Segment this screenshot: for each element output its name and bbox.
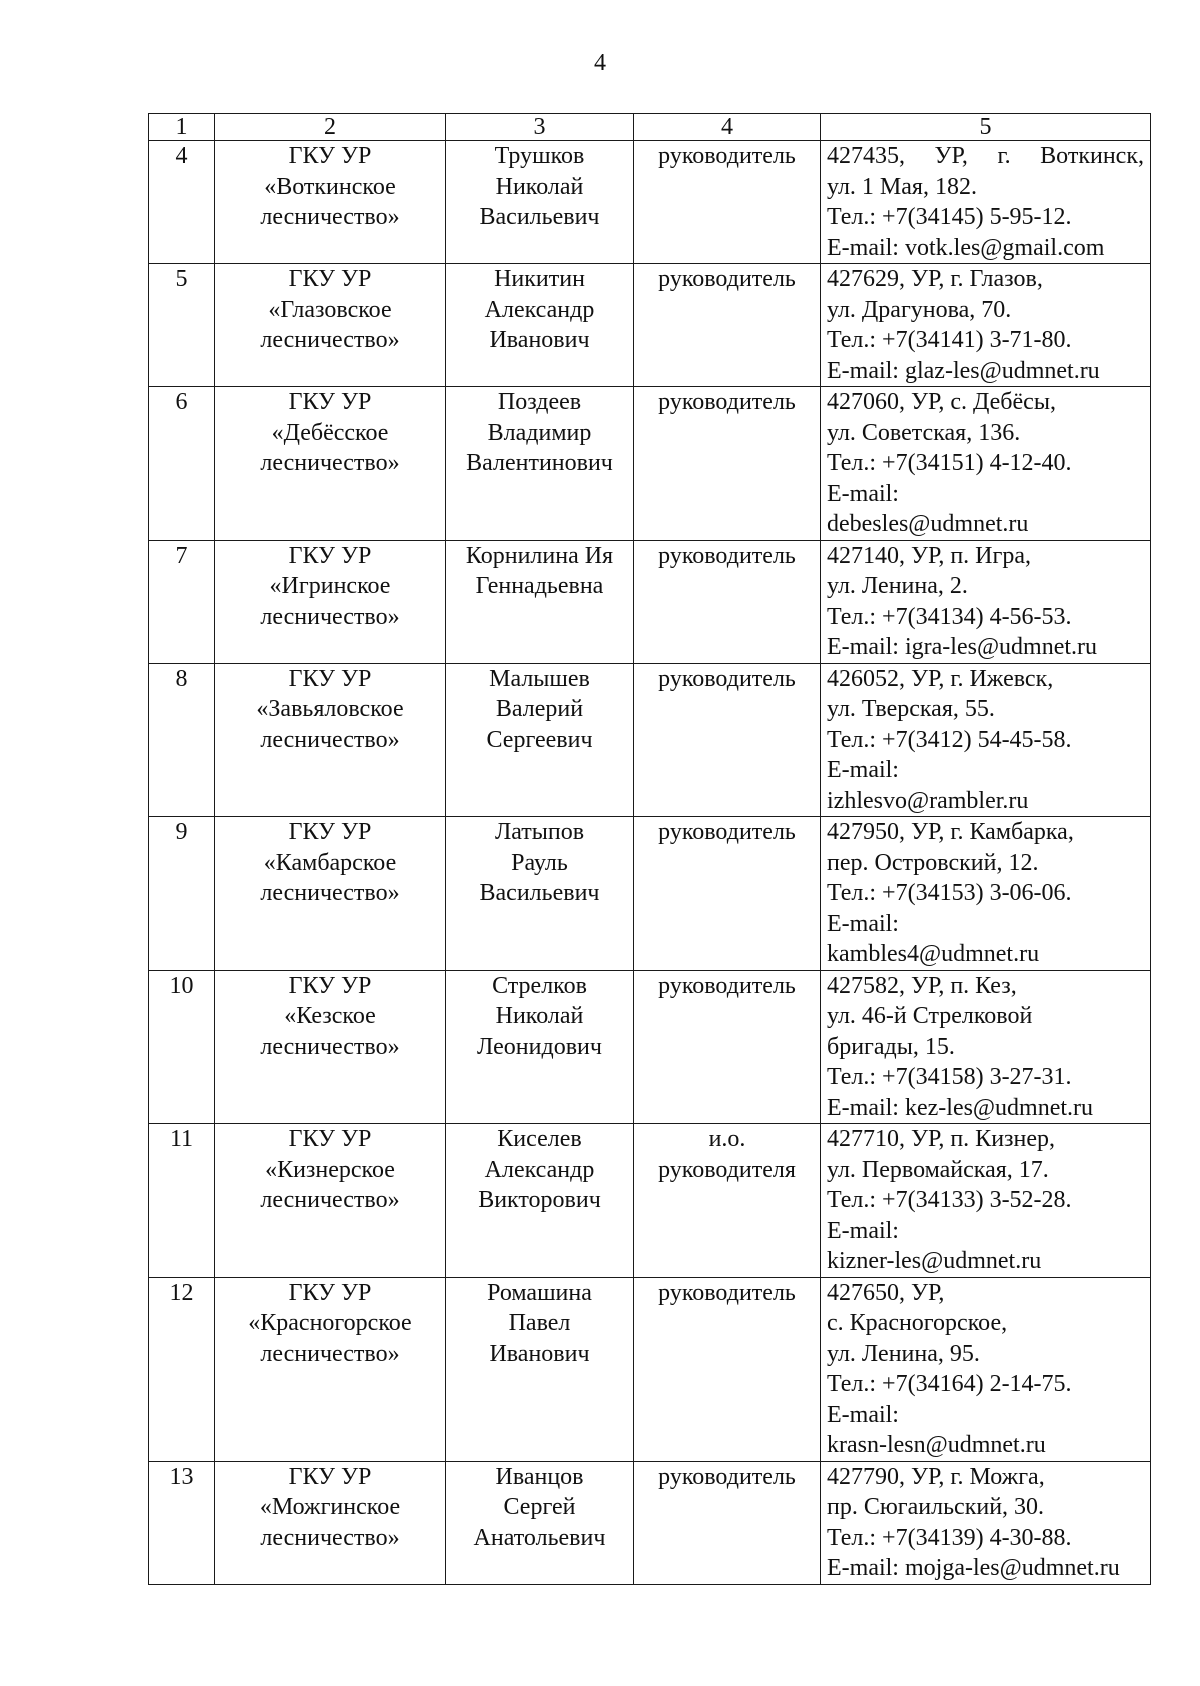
position-cell <box>634 1277 821 1461</box>
person-line: Сергеевич <box>486 726 593 753</box>
position-cell <box>634 540 821 663</box>
email-label: E-mail: <box>827 1217 899 1244</box>
address-cell <box>821 1277 1151 1461</box>
column-header: 1 <box>149 114 215 141</box>
organization-line: лесничество» <box>260 880 400 906</box>
person-line: Валерий <box>495 696 584 722</box>
address-line: 427710, УР, п. Кизнер, <box>827 1126 1056 1152</box>
position-line: и.о. <box>708 1126 746 1152</box>
address-line: 427582, УР, п. Кез, <box>827 972 1017 999</box>
person-cell <box>446 540 634 663</box>
position-line: руководитель <box>658 542 796 569</box>
position-cell <box>634 970 821 1124</box>
person-line: Никитин <box>494 266 585 292</box>
address-line: ул. Первомайская, 17. <box>827 1156 1049 1183</box>
person-line: Поздеев <box>497 389 582 415</box>
address-line: с. Красногорское, <box>827 1310 1008 1336</box>
organization-line: ГКУ УР <box>288 143 372 169</box>
person-line: Васильевич <box>479 880 600 906</box>
organization-line: ГКУ УР <box>288 1126 372 1152</box>
organization-line: ГКУ УР <box>288 1279 372 1306</box>
address-line: пер. Островский, 12. <box>827 849 1039 876</box>
person-line: Александр <box>484 1156 595 1183</box>
row-number: 9 <box>149 817 215 971</box>
position-line: руководитель <box>658 1279 796 1306</box>
row-number: 13 <box>149 1461 215 1584</box>
address-line: 427140, УР, п. Игра, <box>827 542 1032 569</box>
position-line: руководитель <box>658 143 796 169</box>
table-row <box>149 141 1151 264</box>
address-cell <box>821 540 1151 663</box>
address-line: ул. Ленина, 2. <box>827 573 968 599</box>
email-label: E-mail: <box>827 1401 899 1428</box>
table-row <box>149 1124 1151 1278</box>
organization-line: лесничество» <box>260 726 400 753</box>
email-line: izhlesvo@rambler.ru <box>827 787 1029 814</box>
table-row <box>149 1461 1151 1584</box>
address-line: 427650, УР, <box>827 1279 945 1306</box>
person-cell <box>446 141 634 264</box>
position-cell <box>634 817 821 971</box>
address-line: пр. Сюгаильский, 30. <box>827 1494 1045 1520</box>
row-number: 12 <box>149 1277 215 1461</box>
organization-line: «Можгинское <box>259 1494 401 1520</box>
email-label: E-mail: <box>827 757 899 783</box>
organization-line: ГКУ УР <box>288 542 372 569</box>
row-number: 8 <box>149 663 215 817</box>
column-header: 4 <box>634 114 821 141</box>
address-cell <box>821 387 1151 541</box>
organization-cell <box>215 387 446 541</box>
person-line: Сергей <box>503 1494 576 1520</box>
person-line: Александр <box>484 296 595 323</box>
organization-line: ГКУ УР <box>288 972 372 999</box>
address-cell <box>821 264 1151 387</box>
forestry-contacts-table <box>148 113 1151 1585</box>
organization-line: «Игринское <box>269 573 391 599</box>
table-row <box>149 1277 1151 1461</box>
organization-line: лесничество» <box>260 450 400 476</box>
address-line: ул. Ленина, 95. <box>827 1340 980 1367</box>
address-cell <box>821 817 1151 971</box>
organization-line: ГКУ УР <box>288 389 372 415</box>
address-line: ул. Советская, 136. <box>827 419 1021 446</box>
phone-line: Тел.: +7(34158) 3-27-31. <box>827 1064 1072 1090</box>
organization-line: лесничество» <box>260 1187 400 1213</box>
person-line: Викторович <box>478 1187 601 1213</box>
position-line: руководитель <box>658 1463 796 1490</box>
address-cell <box>821 141 1151 264</box>
person-line: Латыпов <box>494 819 585 845</box>
organization-cell <box>215 970 446 1124</box>
position-cell <box>634 264 821 387</box>
organization-cell <box>215 663 446 817</box>
organization-line: лесничество» <box>260 327 400 353</box>
position-line: руководитель <box>658 819 796 845</box>
address-cell <box>821 1124 1151 1278</box>
person-line: Леонидович <box>477 1033 602 1060</box>
table-row <box>149 970 1151 1124</box>
address-line: ул. Тверская, 55. <box>827 696 995 722</box>
organization-line: «Кезское <box>284 1003 376 1029</box>
person-line: Николай <box>495 173 584 200</box>
email-line: E-mail: kez-les@udmnet.ru <box>827 1094 1094 1121</box>
address-line: 427950, УР, г. Камбарка, <box>827 819 1074 845</box>
phone-line: Тел.: +7(34133) 3-52-28. <box>827 1187 1072 1213</box>
person-line: Геннадьевна <box>475 573 604 599</box>
email-line: E-mail: mojga-les@udmnet.ru <box>827 1555 1120 1581</box>
organization-line: лесничество» <box>260 1524 400 1551</box>
person-line: Иванович <box>489 1340 590 1367</box>
organization-line: лесничество» <box>260 1340 400 1367</box>
table-row <box>149 387 1151 541</box>
address-cell <box>821 970 1151 1124</box>
row-number: 7 <box>149 540 215 663</box>
position-cell <box>634 1124 821 1278</box>
person-cell <box>446 817 634 971</box>
table-row <box>149 264 1151 387</box>
phone-line: Тел.: +7(34153) 3-06-06. <box>827 880 1072 906</box>
organization-cell <box>215 1124 446 1278</box>
organization-line: лесничество» <box>260 204 400 230</box>
person-cell <box>446 387 634 541</box>
person-line: Васильевич <box>479 204 600 230</box>
position-cell <box>634 141 821 264</box>
column-header: 3 <box>446 114 634 141</box>
phone-line: Тел.: +7(34141) 3-71-80. <box>827 327 1072 353</box>
person-line: Анатольевич <box>473 1524 606 1551</box>
address-line: 427060, УР, с. Дебёсы, <box>827 389 1056 415</box>
phone-line: Тел.: +7(34145) 5-95-12. <box>827 204 1072 230</box>
person-cell <box>446 970 634 1124</box>
row-number: 4 <box>149 141 215 264</box>
organization-line: «Воткинское <box>264 173 396 200</box>
organization-line: ГКУ УР <box>288 819 372 845</box>
page-number: 4 <box>594 50 606 76</box>
email-line: kizner-les@udmnet.ru <box>827 1248 1042 1274</box>
person-line: Трушков <box>494 143 585 169</box>
organization-line: «Красногорское <box>248 1310 412 1336</box>
row-number: 5 <box>149 264 215 387</box>
position-cell <box>634 1461 821 1584</box>
person-line: Валентинович <box>466 450 613 476</box>
address-line: 426052, УР, г. Ижевск, <box>827 665 1054 692</box>
address-line: 427629, УР, г. Глазов, <box>827 266 1043 292</box>
person-line: Николай <box>495 1003 584 1029</box>
table-row <box>149 817 1151 971</box>
row-number: 11 <box>149 1124 215 1278</box>
email-line: kambles4@udmnet.ru <box>827 941 1040 967</box>
organization-cell <box>215 817 446 971</box>
phone-line: Тел.: +7(34139) 4-30-88. <box>827 1524 1072 1551</box>
address-cell <box>821 1461 1151 1584</box>
address-line: бригады, 15. <box>827 1033 955 1060</box>
email-line: E-mail: igra-les@udmnet.ru <box>827 634 1098 660</box>
person-cell <box>446 1124 634 1278</box>
organization-cell <box>215 264 446 387</box>
person-line: Рауль <box>511 849 568 876</box>
person-line: Иванович <box>489 327 590 353</box>
person-line: Стрелков <box>492 972 587 999</box>
person-cell <box>446 1277 634 1461</box>
organization-cell <box>215 1277 446 1461</box>
organization-line: «Кизнерское <box>265 1156 395 1183</box>
row-number: 6 <box>149 387 215 541</box>
person-line: Иванцов <box>495 1463 584 1490</box>
position-line: руководитель <box>658 665 796 692</box>
organization-line: лесничество» <box>260 1033 400 1060</box>
person-line: Владимир <box>487 419 592 446</box>
organization-line: ГКУ УР <box>288 665 372 692</box>
person-cell <box>446 264 634 387</box>
organization-line: «Завьяловское <box>256 696 404 722</box>
email-label: E-mail: <box>827 480 899 507</box>
organization-cell <box>215 540 446 663</box>
email-label: E-mail: <box>827 910 899 937</box>
phone-line: Тел.: +7(34134) 4-56-53. <box>827 603 1072 630</box>
address-line: ул. Драгунова, 70. <box>827 296 1012 323</box>
email-line: E-mail: votk.les@gmail.com <box>827 234 1105 261</box>
organization-line: ГКУ УР <box>288 266 372 292</box>
organization-line: лесничество» <box>260 603 400 630</box>
position-line: руководитель <box>658 266 796 292</box>
table-row <box>149 663 1151 817</box>
organization-line: ГКУ УР <box>288 1463 372 1490</box>
organization-cell <box>215 1461 446 1584</box>
table-row <box>149 540 1151 663</box>
email-line: debesles@udmnet.ru <box>827 511 1029 537</box>
person-line: Киселев <box>497 1126 582 1152</box>
position-line: руководитель <box>658 972 796 999</box>
person-line: Павел <box>508 1310 571 1336</box>
person-line: Ромашина <box>487 1279 592 1306</box>
phone-line: Тел.: +7(3412) 54-45-58. <box>827 726 1072 753</box>
address-line: ул. 1 Мая, 182. <box>827 173 977 200</box>
table-header-row <box>149 114 1151 141</box>
position-line: руководитель <box>658 389 796 415</box>
row-number: 10 <box>149 970 215 1124</box>
organization-line: «Глазовское <box>268 296 392 323</box>
person-line: Корнилина Ия <box>465 542 614 569</box>
organization-cell <box>215 141 446 264</box>
organization-line: «Камбарское <box>263 849 397 876</box>
organization-line: «Дебёсское <box>271 419 389 446</box>
position-cell <box>634 663 821 817</box>
address-cell <box>821 663 1151 817</box>
address-line: 427790, УР, г. Можга, <box>827 1463 1045 1490</box>
position-cell <box>634 387 821 541</box>
person-line: Малышев <box>489 665 590 692</box>
person-cell <box>446 663 634 817</box>
phone-line: Тел.: +7(34151) 4-12-40. <box>827 450 1072 476</box>
column-header: 5 <box>821 114 1151 141</box>
address-line: ул. 46-й Стрелковой <box>827 1003 1033 1029</box>
address-line: 427435, УР, г. Воткинск, <box>827 143 1144 169</box>
position-line: руководителя <box>658 1156 796 1183</box>
phone-line: Тел.: +7(34164) 2-14-75. <box>827 1371 1072 1397</box>
column-header: 2 <box>215 114 446 141</box>
email-line: E-mail: glaz-les@udmnet.ru <box>827 357 1100 384</box>
person-cell <box>446 1461 634 1584</box>
email-line: krasn-lesn@udmnet.ru <box>827 1432 1046 1458</box>
